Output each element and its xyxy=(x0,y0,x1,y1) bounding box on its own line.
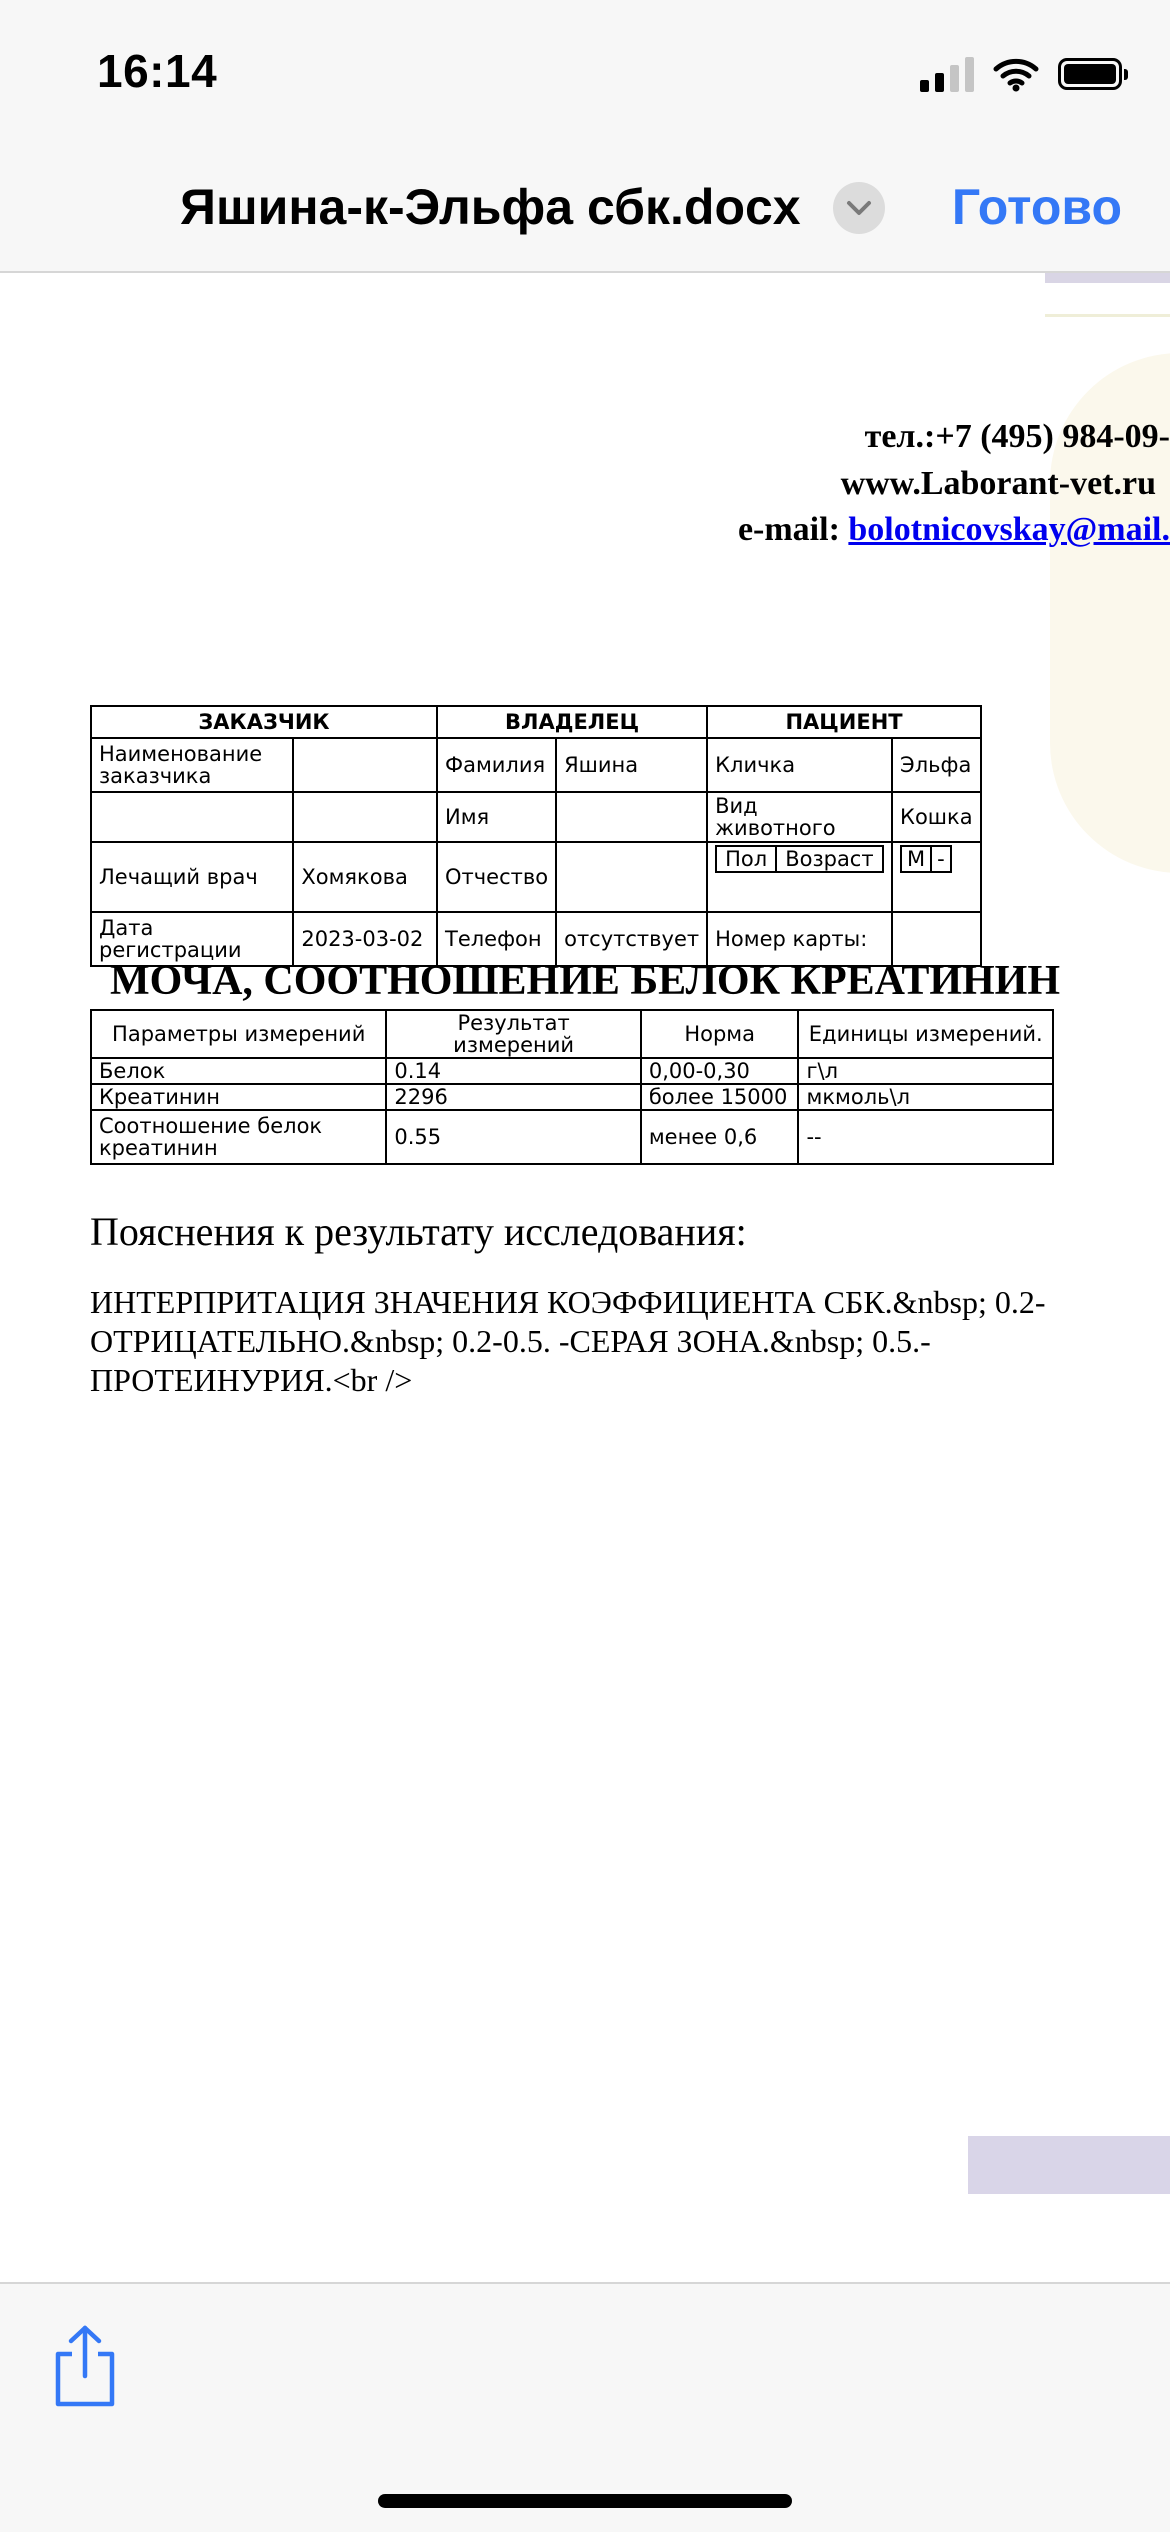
header-patient: ПАЦИЕНТ xyxy=(707,706,981,738)
status-bar xyxy=(0,0,1170,140)
name-label: Имя xyxy=(437,792,556,842)
nav-bar xyxy=(0,140,1170,273)
age-value: - xyxy=(931,846,951,872)
empty-cell xyxy=(293,792,437,842)
species-label: Вид животного xyxy=(707,792,892,842)
title-menu-button[interactable] xyxy=(833,182,885,234)
param-units: г\л xyxy=(798,1058,1053,1084)
param-result: 2296 xyxy=(386,1084,640,1110)
sex-label: Пол xyxy=(716,846,776,872)
doctor-value: Хомякова xyxy=(293,842,437,912)
results-table xyxy=(90,1009,1054,1165)
param-units: мкмоль\л xyxy=(798,1084,1053,1110)
surname-value: Яшина xyxy=(556,738,707,792)
header-decoration xyxy=(1045,273,1170,283)
doctor-label: Лечащий врач xyxy=(91,842,293,912)
share-icon xyxy=(50,2324,120,2409)
table-row xyxy=(91,1084,1053,1110)
explanation-text: ИНТЕРПРИТАЦИЯ ЗНАЧЕНИЯ КОЭФФИЦИЕНТА СБК.&nbsp; 0.2-ОТРИЦАТЕЛЬНО.&nbsp; 0.2-0.5. -СЕРАЯ ЗОНА.&nbsp; 0.5.-ПРОТЕИНУРИЯ.<br /> xyxy=(90,1284,1046,1398)
wifi-icon xyxy=(992,56,1040,92)
status-icons xyxy=(920,54,1122,94)
results-header-result: Результат измерений xyxy=(386,1010,640,1058)
customer-name-value xyxy=(293,738,437,792)
card-label: Номер карты: xyxy=(707,912,892,966)
param-units: -- xyxy=(798,1110,1053,1164)
param-name: Белок xyxy=(91,1058,386,1084)
status-time: 16:14 xyxy=(97,45,218,97)
nickname-label: Кличка xyxy=(707,738,892,792)
contact-phone: тел.:+7 (495) 984-09- xyxy=(864,418,1170,455)
species-value: Кошка xyxy=(892,792,981,842)
results-header-norm: Норма xyxy=(641,1010,799,1058)
sex-age-value-table xyxy=(900,845,952,873)
sex-age-label-cell xyxy=(707,842,892,912)
document-title[interactable]: Яшина-к-Эльфа сбк.docx xyxy=(180,179,801,235)
table-row xyxy=(91,1058,1053,1084)
contact-website: www.Laborant-vet.ru xyxy=(840,465,1156,502)
param-name: Креатинин xyxy=(91,1084,386,1110)
sex-age-value-cell xyxy=(892,842,981,912)
sex-age-label-table xyxy=(715,845,883,873)
empty-cell xyxy=(91,792,293,842)
surname-label: Фамилия xyxy=(437,738,556,792)
reg-date-value: 2023-03-02 xyxy=(293,912,437,966)
reg-date-label: Дата регистрации xyxy=(91,912,293,966)
patronymic-value xyxy=(556,842,707,912)
contact-email-link[interactable]: bolotnicovskay@mail. xyxy=(848,511,1170,548)
age-label: Возраст xyxy=(776,846,882,872)
contact-email-label: e-mail: xyxy=(737,511,849,548)
cellular-signal-icon xyxy=(920,56,974,92)
results-header-param: Параметры измерений xyxy=(91,1010,386,1058)
param-norm: более 15000 xyxy=(641,1084,799,1110)
contact-email-line xyxy=(738,511,1170,549)
name-value xyxy=(556,792,707,842)
home-indicator[interactable] xyxy=(378,2494,792,2508)
param-result: 0.14 xyxy=(386,1058,640,1084)
info-table xyxy=(90,705,982,967)
param-result: 0.55 xyxy=(386,1110,640,1164)
header-decoration-line xyxy=(1045,314,1170,317)
nickname-value: Эльфа xyxy=(892,738,981,792)
test-title: МОЧА, СООТНОШЕНИЕ БЕЛОК КРЕАТИНИН xyxy=(109,958,1061,1004)
customer-name-label: Наименование заказчика xyxy=(91,738,293,792)
document-view[interactable] xyxy=(0,273,1170,2263)
phone-label: Телефон xyxy=(437,912,556,966)
done-button[interactable]: Готово xyxy=(951,179,1122,235)
header-customer: ЗАКАЗЧИК xyxy=(91,706,437,738)
table-row xyxy=(91,1110,1053,1164)
results-header-units: Единицы измерений. xyxy=(798,1010,1053,1058)
patronymic-label: Отчество xyxy=(437,842,556,912)
footer-decoration xyxy=(968,2136,1170,2194)
chevron-down-icon xyxy=(845,196,873,220)
param-norm: 0,00-0,30 xyxy=(641,1058,799,1084)
battery-icon xyxy=(1058,58,1122,90)
param-norm: менее 0,6 xyxy=(641,1110,799,1164)
explanation-title: Пояснения к результату исследования: xyxy=(90,1209,747,1254)
phone-value: отсутствует xyxy=(556,912,707,966)
sex-value: М xyxy=(901,846,931,872)
param-name: Соотношение белок креатинин xyxy=(91,1110,386,1164)
share-button[interactable] xyxy=(50,2324,120,2409)
header-owner: ВЛАДЕЛЕЦ xyxy=(437,706,707,738)
